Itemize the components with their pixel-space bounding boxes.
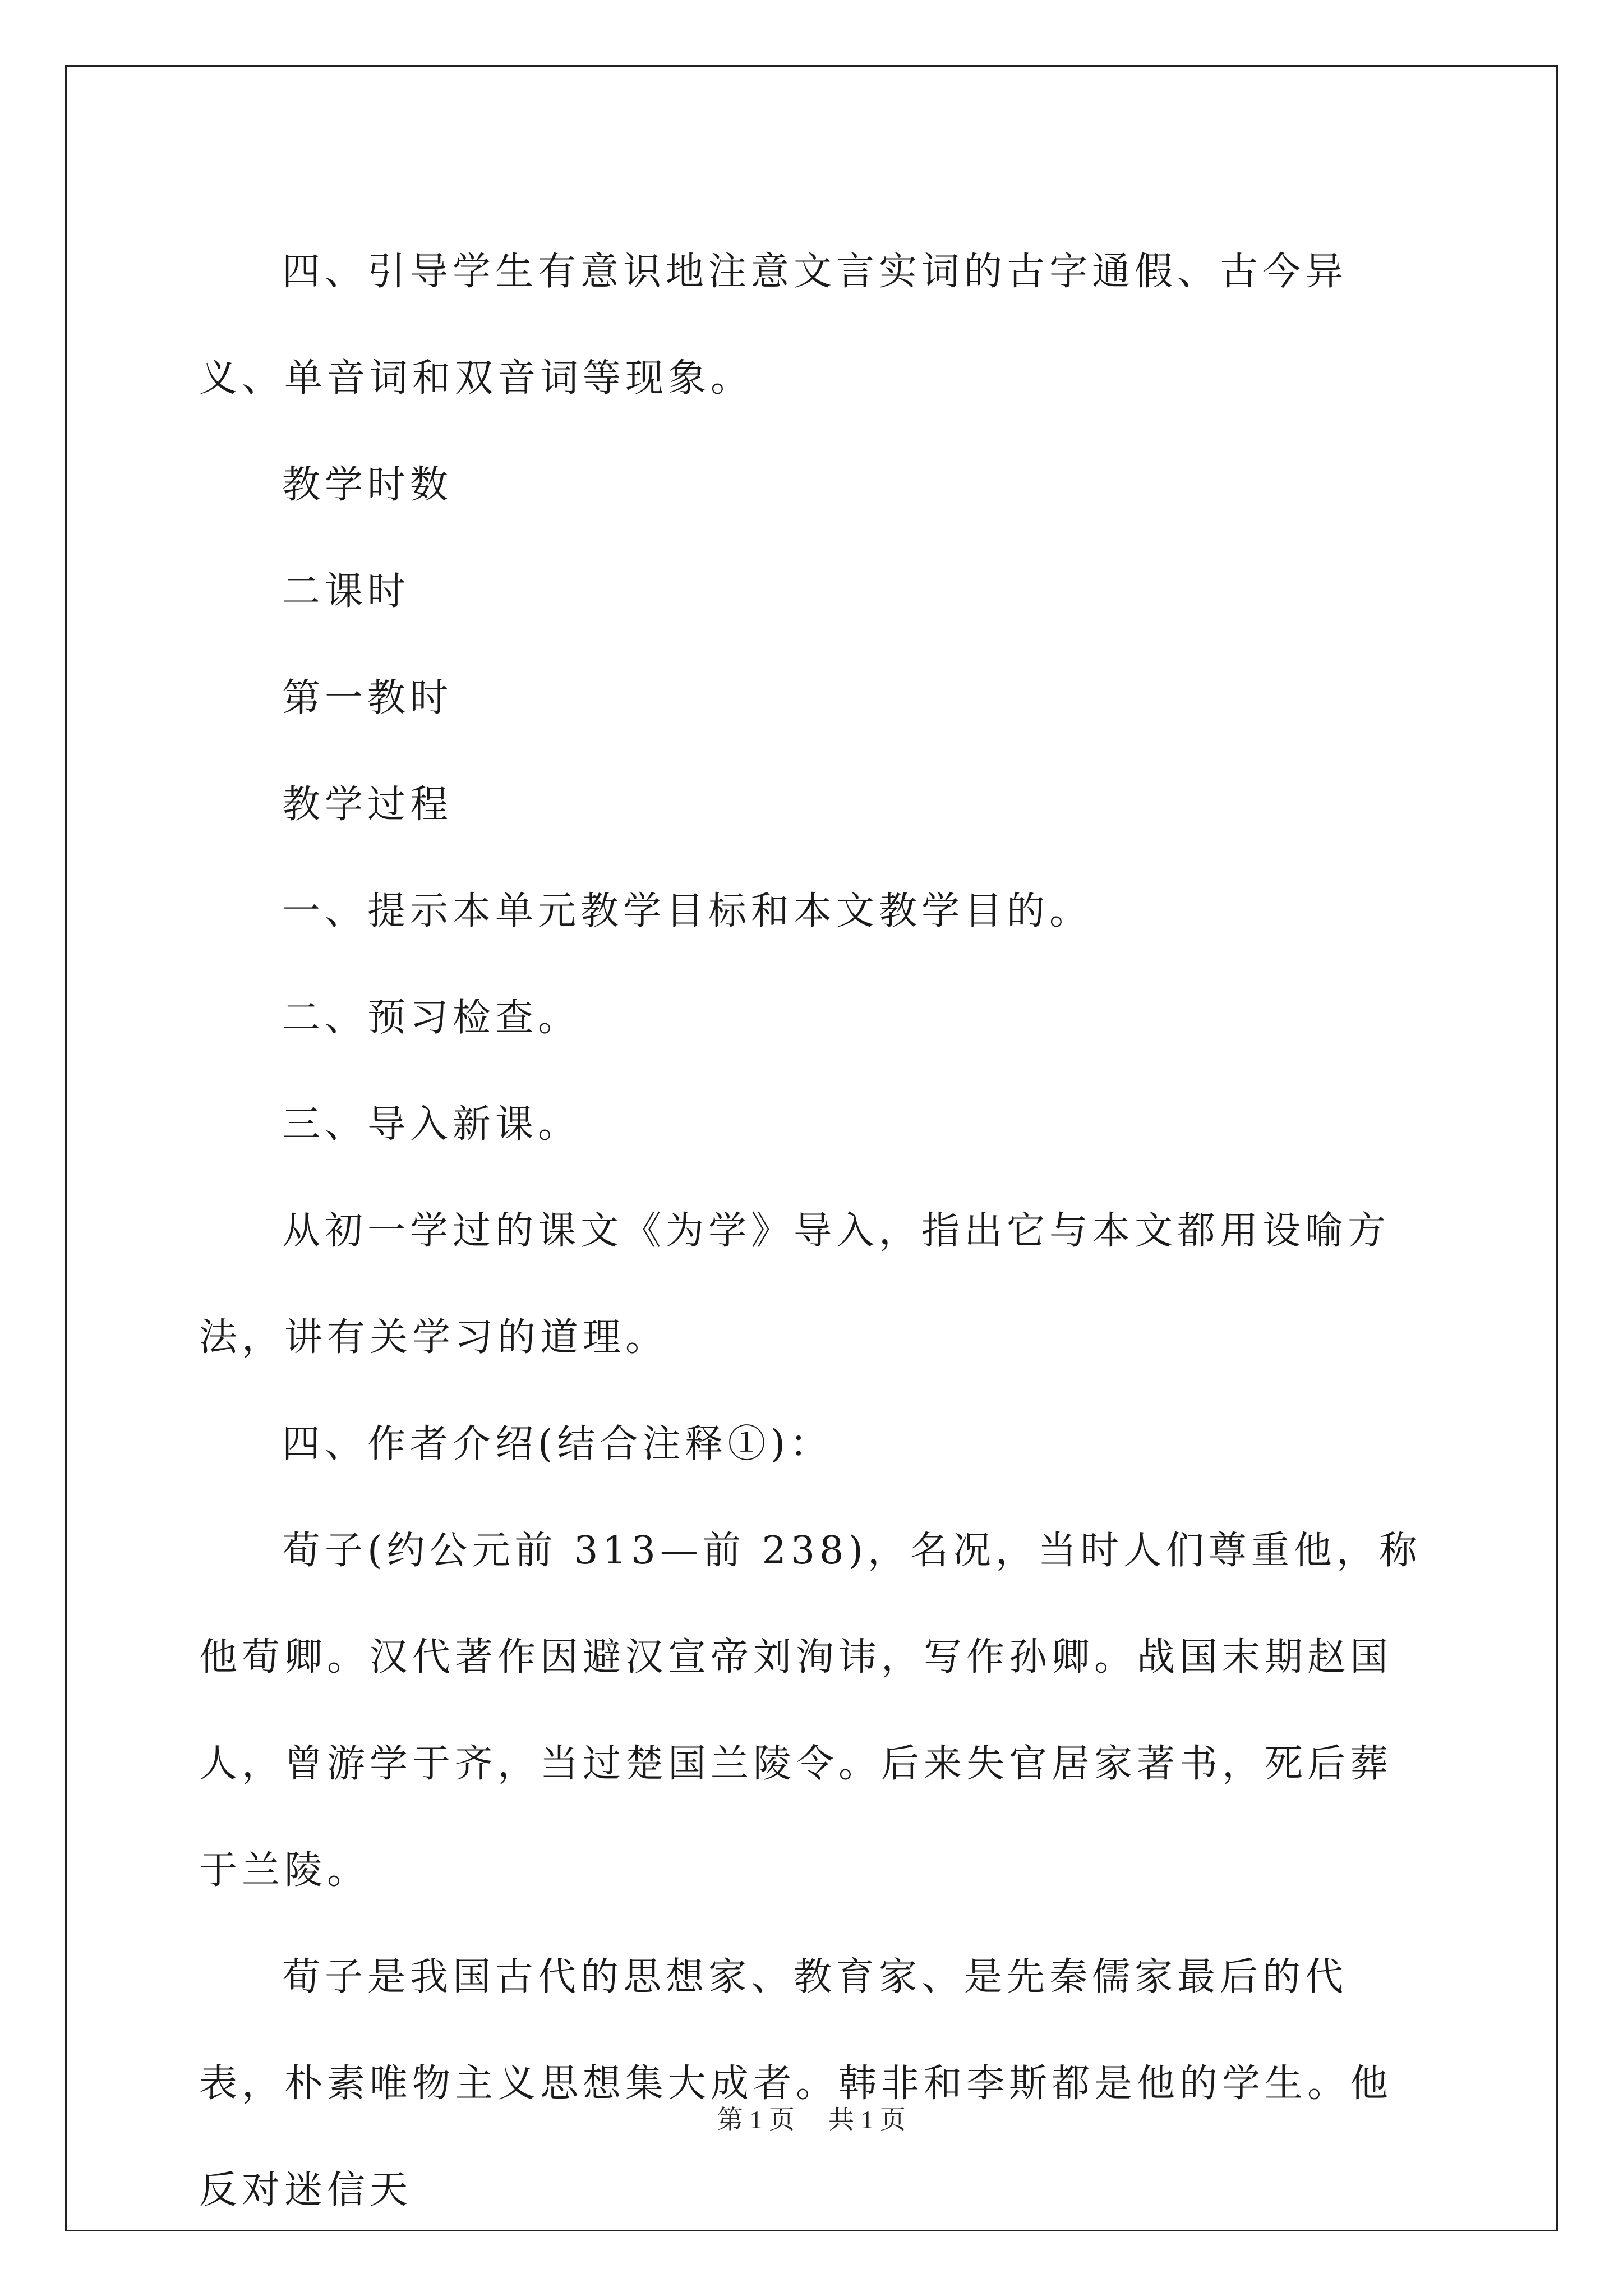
page-total: 共 1 页 xyxy=(828,2105,906,2134)
paragraph-two-lessons: 二课时 xyxy=(282,569,411,614)
paragraph-step-two: 二、预习检查。 xyxy=(282,996,581,1040)
paragraph-introduction: 从初一学过的课文《为学》导入，指出它与本文都用设喻方法，讲有关学习的道理。 xyxy=(199,1209,1391,1360)
page-footer xyxy=(0,2099,1623,2136)
document-body xyxy=(199,219,1427,2244)
page-number: 第 1 页 xyxy=(717,2105,795,2134)
paragraph-step-four-author: 四、作者介绍(结合注释①)： xyxy=(282,1422,833,1466)
paragraph-teaching-process-heading: 教学过程 xyxy=(282,783,453,827)
paragraph-teaching-hours-heading: 教学时数 xyxy=(282,463,453,507)
paragraph-step-one: 一、提示本单元教学目标和本文教学目的。 xyxy=(282,889,1092,933)
paragraph-step-three: 三、导入新课。 xyxy=(282,1102,581,1147)
paragraph-author-thought: 荀子是我国古代的思想家、教育家、是先秦儒家最后的代表，朴素唯物主义思想集大成者。韩非和李斯都是他的学生。他反对迷信天 xyxy=(199,1955,1393,2212)
paragraph-author-bio: 荀子(约公元前 313—前 238)，名况，当时人们尊重他，称他荀卿。汉代著作因避汉宣帝刘洵讳，写作孙卿。战国末期赵国人，曾游学于齐，当过楚国兰陵令。后来失官居家著书，死后葬于兰陵。 xyxy=(199,1529,1422,1893)
paragraph-first-lesson: 第一教时 xyxy=(282,676,453,720)
paragraph-objective-four: 四、引导学生有意识地注意文言实词的古字通假、古今异义、单音词和双音词等现象。 xyxy=(199,250,1348,401)
